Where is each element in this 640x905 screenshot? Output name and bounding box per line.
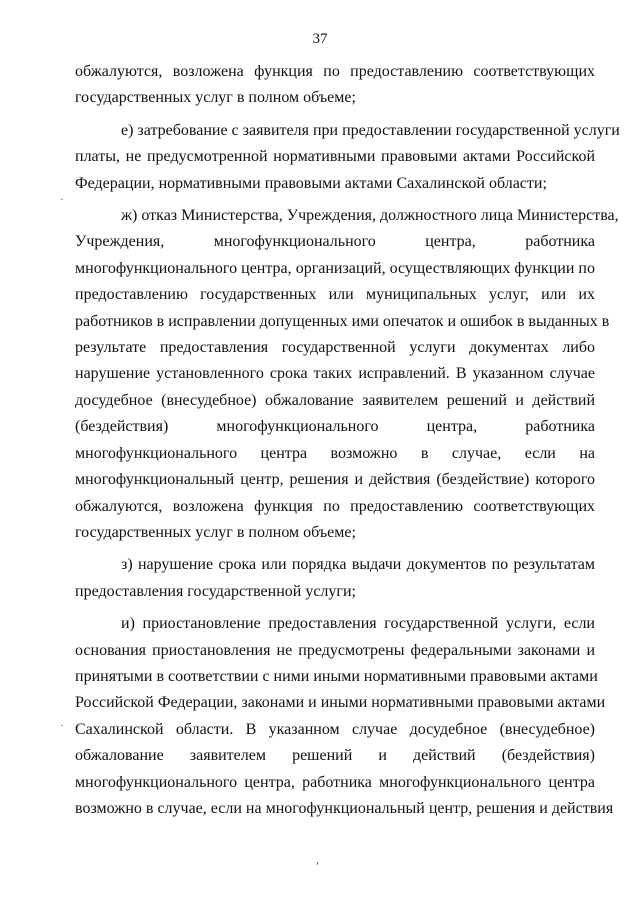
document-body [75,59,620,822]
text-line: Учреждения, многофункционального центра, работника [75,233,595,251]
text-line: обжалование заявителем решений и действий (бездействия) [75,747,595,765]
text-line: возможно в случае, если на многофункциональный центр, решения и действия [75,799,614,817]
text-line: обжалуются, возложена функция по предоставлению соответствующих [75,63,595,80]
page-number: 37 [312,31,328,47]
text-line: многофункционального центра, организаций, осуществляющих функции по [75,259,595,277]
text-line: государственных услуг в полном объеме; [75,523,356,541]
scan-speck: · [60,192,64,206]
text-line: обжалуются, возложена функция по предоставлению соответствующих [75,497,595,515]
text-line: досудебное (внесудебное) обжалование заявителем решений и действий [75,391,595,409]
paragraph [75,552,595,605]
paragraph [75,59,595,112]
text-line: Российской Федерации, законами и иными нормативными правовыми актами [75,694,606,712]
text-line: предоставлению государственных или муниципальных услуг, или их [75,286,595,304]
text-line: многофункционального центра, работника многофункционального центра [75,773,595,791]
text-line: государственных услуг в полном объеме; [75,89,356,107]
text-line: принятыми в соответствии с ними иными нормативными правовыми актами [75,667,598,685]
text-line: результате предоставления государственной услуги документах либо [75,339,595,357]
paragraph [75,118,620,197]
text-line: предоставления государственной услуги; [75,582,356,600]
paragraph [75,203,619,546]
paragraph [75,611,614,822]
scan-speck: , [316,852,319,866]
text-line: многофункциональный центр, решения и действия (бездействие) которого [75,471,595,489]
text-line: многофункционального центра возможно в случае, если на [75,444,595,462]
text-line: нарушение установленного срока таких исправлений. В указанном случае [75,365,595,383]
text-line: работников в исправлении допущенных ими опечаток и ошибок в выданных в [75,312,610,330]
text-line: Сахалинской области. В указанном случае досудебное (внесудебное) [75,720,595,738]
text-line: ж) отказ Министерства, Учреждения, должностного лица Министерства, [121,207,619,225]
text-line: платы, не предусмотренной нормативными правовыми актами Российской [75,148,595,166]
text-line: е) затребование с заявителя при предоставлении государственной услуги [121,121,620,139]
text-line: (бездействия) многофункционального центра, работника [75,418,595,436]
text-line: Федерации, нормативными правовыми актами Сахалинской области; [75,174,547,192]
scan-speck: · [60,718,64,732]
text-line: и) приостановление предоставления государственной услуги, если [121,615,595,633]
text-line: основания приостановления не предусмотрены федеральными законами и [75,641,595,659]
text-line: з) нарушение срока или порядка выдачи документов по результатам [121,556,595,574]
